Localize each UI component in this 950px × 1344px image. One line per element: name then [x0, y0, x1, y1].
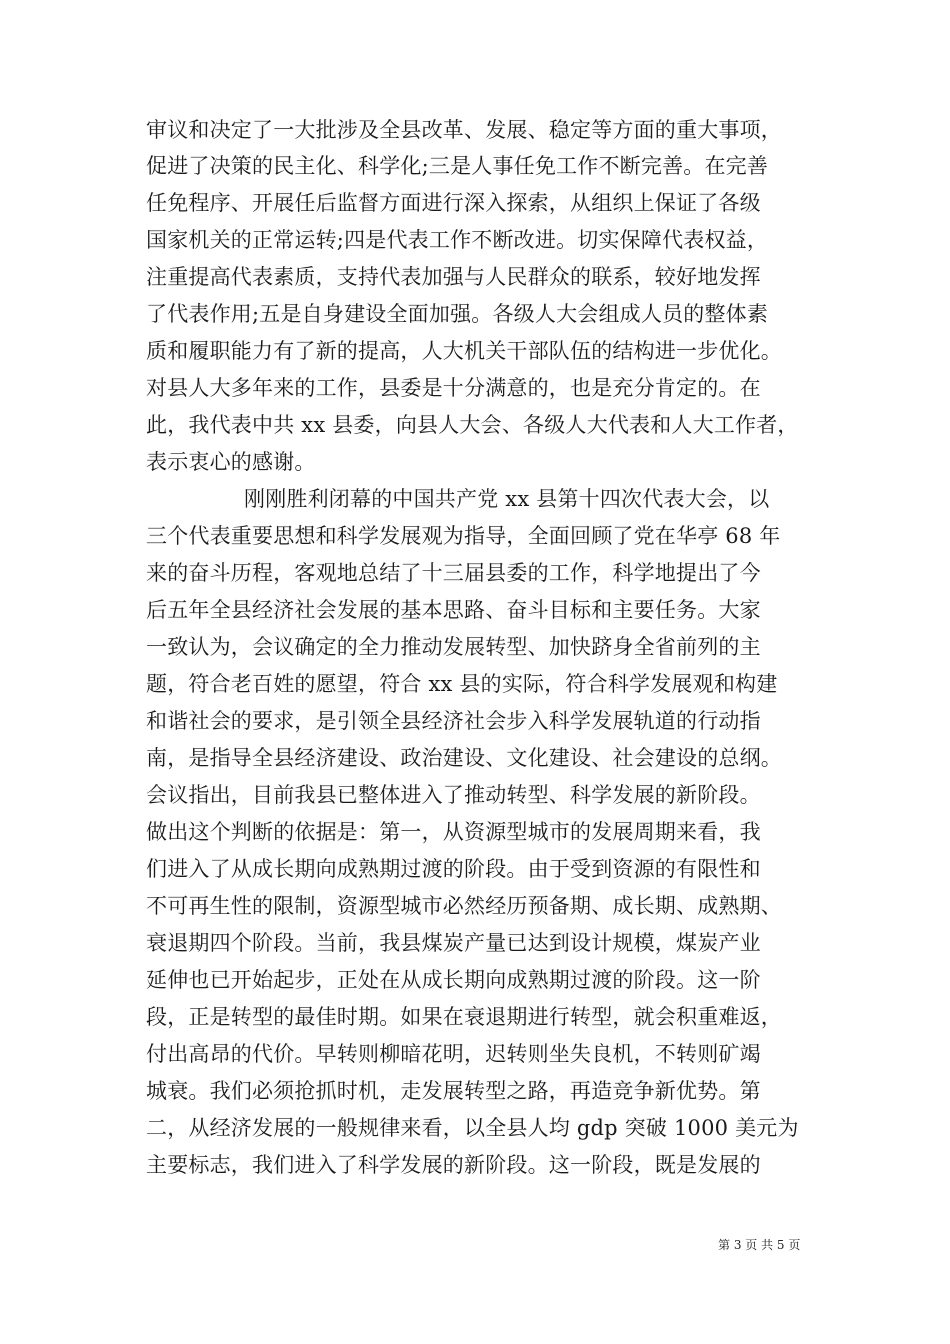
text-line: 三个代表重要思想和科学发展观为指导，全面回顾了党在华亭 68 年 [146, 524, 781, 548]
text-line: 国家机关的正常运转;四是代表工作不断改进。切实保障代表权益， [146, 228, 769, 252]
text-line: 会议指出，目前我县已整体进入了推动转型、科学发展的新阶段。 [146, 783, 761, 807]
text-line: 二，从经济发展的一般规律来看，以全县人均 gdp 突破 1000 美元为 [146, 1116, 799, 1140]
text-line: 做出这个判断的依据是：第一，从资源型城市的发展周期来看，我 [146, 820, 761, 844]
text-line: 不可再生性的限制，资源型城市必然经历预备期、成长期、成熟期、 [146, 894, 782, 918]
text-line: 注重提高代表素质，支持代表加强与人民群众的联系，较好地发挥 [146, 265, 761, 289]
text-line: 延伸也已开始起步，正处在从成长期向成熟期过渡的阶段。这一阶 [146, 968, 761, 992]
text-line: 主要标志，我们进入了科学发展的新阶段。这一阶段，既是发展的 [146, 1153, 761, 1177]
text-line: 审议和决定了一大批涉及全县改革、发展、稳定等方面的重大事项， [146, 118, 782, 142]
text-line: 此，我代表中共 xx 县委，向县人大会、各级人大代表和人大工作者， [146, 413, 799, 437]
text-line: 表示衷心的感谢。 [146, 450, 316, 474]
text-line: 一致认为，会议确定的全力推动发展转型、加快跻身全省前列的主 [146, 635, 761, 659]
text-line: 质和履职能力有了新的提高，人大机关干部队伍的结构进一步优化。 [146, 339, 782, 363]
text-line: 了代表作用;五是自身建设全面加强。各级人大会组成人员的整体素 [146, 302, 769, 326]
text-line: 题，符合老百姓的愿望，符合 xx 县的实际，符合科学发展观和构建 [146, 672, 778, 696]
text-line: 城衰。我们必须抢抓时机，走发展转型之路，再造竞争新优势。第 [146, 1079, 761, 1103]
text-line: 来的奋斗历程，客观地总结了十三届县委的工作，科学地提出了今 [146, 561, 761, 585]
text-line: 南，是指导全县经济建设、政治建设、文化建设、社会建设的总纲。 [146, 746, 782, 770]
text-line: 们进入了从成长期向成熟期过渡的阶段。由于受到资源的有限性和 [146, 857, 761, 881]
text-line: 段，正是转型的最佳时期。如果在衰退期进行转型，就会积重难返， [146, 1005, 782, 1029]
text-line: 后五年全县经济社会发展的基本思路、奋斗目标和主要任务。大家 [146, 598, 761, 622]
text-line: 对县人大多年来的工作，县委是十分满意的，也是充分肯定的。在 [146, 376, 761, 400]
text-line: 任免程序、开展任后监督方面进行深入探索，从组织上保证了各级 [146, 191, 761, 215]
text-line: 衰退期四个阶段。当前，我县煤炭产量已达到设计规模，煤炭产业 [146, 931, 761, 955]
text-line: 付出高昂的代价。早转则柳暗花明，迟转则坐失良机，不转则矿竭 [146, 1042, 761, 1066]
page-number-footer: 第 3 页 共 5 页 [718, 1238, 801, 1252]
text-line: 促进了决策的民主化、科学化;三是人事任免工作不断完善。在完善 [146, 154, 769, 178]
text-line: 刚刚胜利闭幕的中国共产党 xx 县第十四次代表大会，以 [244, 487, 770, 511]
text-line: 和谐社会的要求，是引领全县经济社会步入科学发展轨道的行动指 [146, 709, 761, 733]
